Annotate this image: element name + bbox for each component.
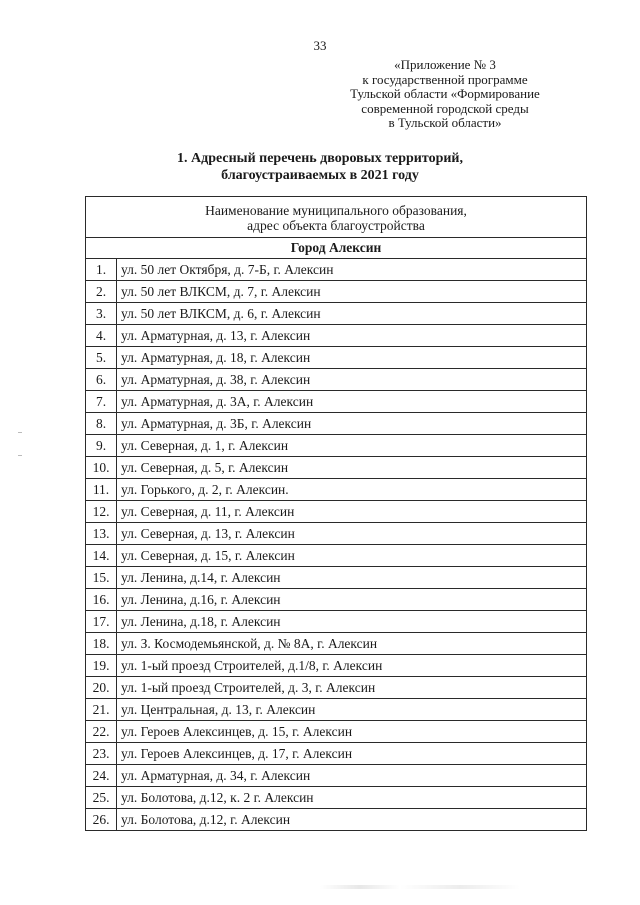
row-number: 15. bbox=[86, 567, 117, 589]
table-row bbox=[86, 347, 587, 369]
section-row bbox=[86, 238, 587, 259]
table-row bbox=[86, 655, 587, 677]
row-number: 20. bbox=[86, 677, 117, 699]
table-row bbox=[86, 721, 587, 743]
row-number: 9. bbox=[86, 435, 117, 457]
row-number: 8. bbox=[86, 413, 117, 435]
table-row bbox=[86, 501, 587, 523]
row-number: 17. bbox=[86, 611, 117, 633]
document-title bbox=[100, 150, 540, 184]
table-row bbox=[86, 611, 587, 633]
row-number: 26. bbox=[86, 809, 117, 831]
table-row bbox=[86, 479, 587, 501]
row-number: 22. bbox=[86, 721, 117, 743]
row-number: 3. bbox=[86, 303, 117, 325]
header-line: Наименование муниципального образования, bbox=[205, 203, 467, 218]
row-address: ул. З. Космодемьянской, д. № 8А, г. Алексин bbox=[117, 633, 587, 655]
appendix-line: в Тульской области» bbox=[388, 115, 502, 130]
appendix-line: современной городской среды bbox=[361, 100, 529, 116]
row-address: ул. Ленина, д.18, г. Алексин bbox=[117, 611, 587, 633]
table-row bbox=[86, 699, 587, 721]
row-number: 4. bbox=[86, 325, 117, 347]
header-line: адрес объекта благоустройства bbox=[247, 218, 425, 233]
row-address: ул. Героев Алексинцев, д. 17, г. Алексин bbox=[117, 743, 587, 765]
row-address: ул. Северная, д. 15, г. Алексин bbox=[117, 545, 587, 567]
row-number: 10. bbox=[86, 457, 117, 479]
table-row bbox=[86, 413, 587, 435]
row-address: ул. Арматурная, д. 3Б, г. Алексин bbox=[117, 413, 587, 435]
row-number: 24. bbox=[86, 765, 117, 787]
row-number: 14. bbox=[86, 545, 117, 567]
table-row bbox=[86, 743, 587, 765]
row-address: ул. Северная, д. 1, г. Алексин bbox=[117, 435, 587, 457]
row-address: ул. Ленина, д.16, г. Алексин bbox=[117, 589, 587, 611]
row-address: ул. Болотова, д.12, к. 2 г. Алексин bbox=[117, 787, 587, 809]
table-row bbox=[86, 809, 587, 831]
row-number: 21. bbox=[86, 699, 117, 721]
table-row bbox=[86, 259, 587, 281]
row-address: ул. Горького, д. 2, г. Алексин. bbox=[117, 479, 587, 501]
row-address: ул. Болотова, д.12, г. Алексин bbox=[117, 809, 587, 831]
row-address: ул. Ленина, д.14, г. Алексин bbox=[117, 567, 587, 589]
appendix-line: «Приложение № 3 bbox=[394, 57, 496, 72]
table-row bbox=[86, 391, 587, 413]
table-row bbox=[86, 545, 587, 567]
table-row bbox=[86, 303, 587, 325]
row-number: 2. bbox=[86, 281, 117, 303]
row-address: ул. 50 лет ВЛКСМ, д. 7, г. Алексин bbox=[117, 281, 587, 303]
row-number: 18. bbox=[86, 633, 117, 655]
table-row bbox=[86, 765, 587, 787]
row-address: ул. Центральная, д. 13, г. Алексин bbox=[117, 699, 587, 721]
row-address: ул. Арматурная, д. 13, г. Алексин bbox=[117, 325, 587, 347]
appendix-line: Тульской области «Формирование bbox=[350, 86, 540, 101]
row-number: 23. bbox=[86, 743, 117, 765]
page-number: 33 bbox=[313, 38, 327, 53]
row-address: ул. Героев Алексинцев, д. 15, г. Алексин bbox=[117, 721, 587, 743]
table-row bbox=[86, 787, 587, 809]
title-line: благоустраиваемых в 2021 году bbox=[221, 168, 419, 183]
row-address: ул. 1-ый проезд Строителей, д. 3, г. Алексин bbox=[117, 677, 587, 699]
row-number: 11. bbox=[86, 479, 117, 501]
table-row bbox=[86, 567, 587, 589]
row-address: ул. Северная, д. 5, г. Алексин bbox=[117, 457, 587, 479]
table-row bbox=[86, 325, 587, 347]
section-title: Город Алексин bbox=[86, 238, 587, 259]
row-address: ул. Арматурная, д. 3А, г. Алексин bbox=[117, 391, 587, 413]
row-address: ул. Северная, д. 11, г. Алексин bbox=[117, 501, 587, 523]
table-row bbox=[86, 369, 587, 391]
row-address: ул. 50 лет ВЛКСМ, д. 6, г. Алексин bbox=[117, 303, 587, 325]
row-number: 19. bbox=[86, 655, 117, 677]
row-address: ул. Арматурная, д. 34, г. Алексин bbox=[117, 765, 587, 787]
table-row bbox=[86, 435, 587, 457]
scan-mark bbox=[18, 432, 22, 433]
address-table bbox=[85, 196, 587, 831]
scan-artifact bbox=[320, 885, 520, 889]
row-address: ул. Северная, д. 13, г. Алексин bbox=[117, 523, 587, 545]
table-row bbox=[86, 281, 587, 303]
title-line: 1. Адресный перечень дворовых территорий, bbox=[177, 151, 463, 166]
row-number: 25. bbox=[86, 787, 117, 809]
table-header-cell bbox=[86, 197, 587, 238]
row-number: 16. bbox=[86, 589, 117, 611]
row-number: 12. bbox=[86, 501, 117, 523]
row-address: ул. Арматурная, д. 18, г. Алексин bbox=[117, 347, 587, 369]
appendix-line: к государственной программе bbox=[362, 71, 528, 87]
row-address: ул. Арматурная, д. 38, г. Алексин bbox=[117, 369, 587, 391]
table-row bbox=[86, 457, 587, 479]
scan-mark bbox=[18, 455, 22, 456]
row-number: 1. bbox=[86, 259, 117, 281]
row-address: ул. 50 лет Октября, д. 7-Б, г. Алексин bbox=[117, 259, 587, 281]
appendix-note bbox=[330, 58, 560, 131]
row-number: 13. bbox=[86, 523, 117, 545]
row-number: 7. bbox=[86, 391, 117, 413]
table-header-row bbox=[86, 197, 587, 238]
row-address: ул. 1-ый проезд Строителей, д.1/8, г. Алексин bbox=[117, 655, 587, 677]
row-number: 5. bbox=[86, 347, 117, 369]
table-row bbox=[86, 589, 587, 611]
row-number: 6. bbox=[86, 369, 117, 391]
table-row bbox=[86, 523, 587, 545]
table-row bbox=[86, 633, 587, 655]
table-row bbox=[86, 677, 587, 699]
